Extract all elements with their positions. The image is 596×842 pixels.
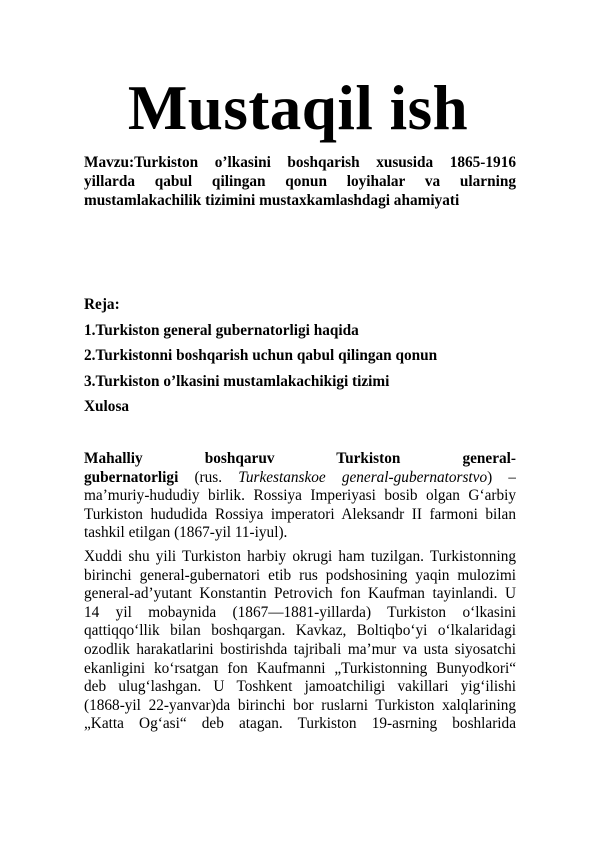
term-italic: Turkestanskoe general-gubernatorstvo: [238, 468, 488, 486]
plan-section: [84, 292, 524, 420]
plan-item: 3.Turkiston o’lkasini mustamlakachikigi tizimi: [84, 372, 390, 390]
topic-line: mustamlakachilik tizimini mustaxkamlashdagi ahamiyati: [84, 192, 460, 209]
paragraph-line: tashkil etilgan (1867-yil 11-iyul).: [84, 524, 288, 542]
plan-heading: Reja:: [84, 296, 120, 313]
document-title: Mustaqil ish: [127, 73, 469, 143]
topic-line: Mavzu:Turkiston o’lkasini boshqarish xususida 1865-1916: [84, 154, 516, 171]
text-run: ) –: [487, 468, 516, 486]
paragraph-line: Mahalliy boshqaruv Turkiston general-: [84, 450, 516, 467]
paragraph-line: deb ulug‘lashgan. U Toshkent jamoatchiligi vakillari yig‘ilishi: [84, 678, 516, 696]
paragraph-line: general-ad’yutant Konstantin Petrovich fon Kaufman tayinlandi. U: [84, 585, 516, 603]
paragraph-line: Xuddi shu yili Turkiston harbiy okrugi ham tuzilgan. Turkistonning: [84, 547, 516, 565]
term-bold: gubernatorligi: [84, 468, 179, 486]
topic-heading: [84, 153, 516, 210]
body-text: [84, 450, 516, 734]
paragraph-line: [84, 469, 516, 488]
paragraph-line: „Katta Og‘asi“ deb atagan. Turkiston 19-asrning boshlarida: [84, 715, 516, 733]
text-run: (rus.: [178, 468, 239, 486]
topic-line: yillarda qabul qilingan qonun loyihalar va ularning: [84, 173, 516, 190]
paragraph-line: birinchi general-gubernatori etib rus podshosining yaqin mulozimi: [84, 566, 516, 584]
paragraph-line: ma’muriy-hududiy birlik. Rossiya Imperiyasi bosib olgan G‘arbiy: [84, 487, 516, 505]
paragraph-line: ozodlik harakatlarini bostirishda tajribali ma’mur va usta siyosatchi: [84, 640, 516, 658]
plan-item: Xulosa: [84, 398, 130, 415]
plan-item: 1.Turkiston general gubernatorligi haqida: [84, 321, 359, 339]
paragraph-line: 14 yil mobaynida (1867—1881-yillarda) Turkiston o‘lkasini: [84, 603, 516, 621]
paragraph-line: (1868-yil 22-yanvar)da birinchi bor ruslarni Turkiston xalqlarining: [84, 696, 516, 714]
paragraph-line: ekanligini ko‘rsatgan fon Kaufmanni „Turkistonning Bunyodkori“: [84, 659, 516, 677]
paragraph-line: Turkiston hududida Rossiya imperatori Aleksandr II farmoni bilan: [84, 505, 516, 523]
plan-item: 2.Turkistonni boshqarish uchun qabul qilingan qonun: [84, 347, 438, 364]
paragraph-line: qattiqqo‘llik bilan boshqargan. Kavkaz, Boltiqbo‘yi o‘lkalaridagi: [84, 622, 516, 640]
